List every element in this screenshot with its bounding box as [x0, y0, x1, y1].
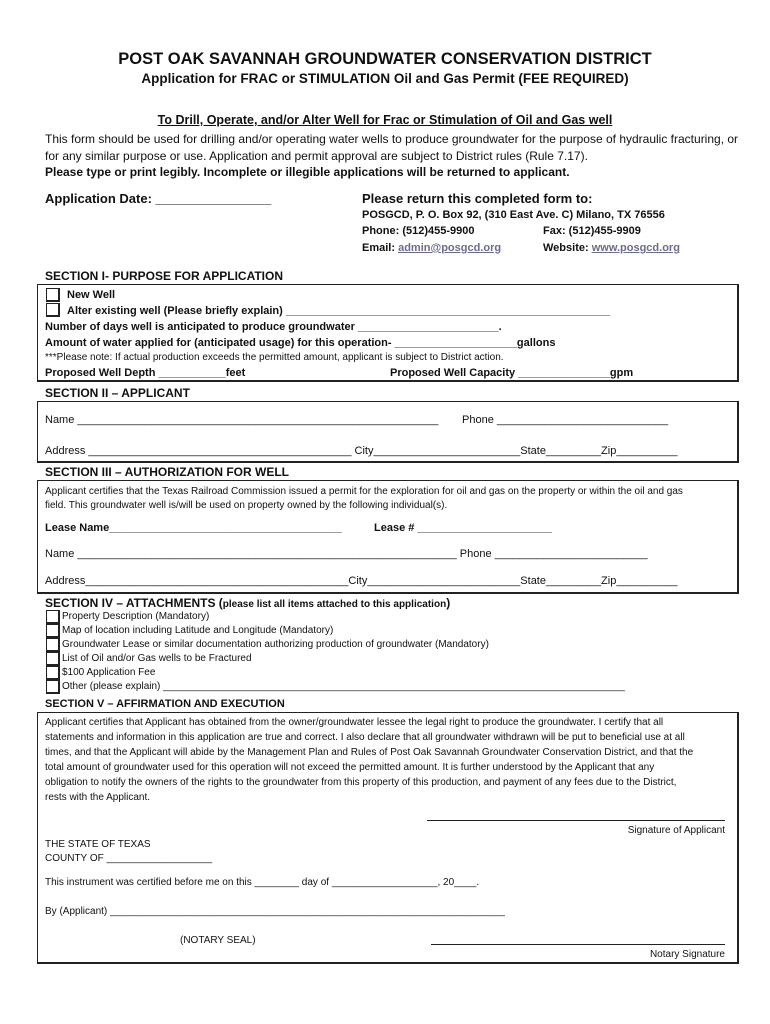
by-applicant-field[interactable]: By (Applicant) _______________________________________________________________________ [45, 906, 505, 917]
amount-field[interactable]: Amount of water applied for (anticipated usage) for this operation- ____________________gallons [45, 337, 556, 349]
attachment-label-6[interactable]: Other (please explain) ___________________________________________________________________________________ [62, 681, 625, 692]
return-website [543, 242, 680, 254]
alter-well-field[interactable]: Alter existing well (Please briefly explain) _____________________________________________________ [67, 305, 611, 317]
attachment-label-3: Groundwater Lease or similar documentation authorizing production of groundwater (Mandatory) [62, 639, 489, 650]
purpose-heading: To Drill, Operate, and/or Alter Well for Frac or Stimulation of Oil and Gas well [157, 113, 613, 127]
well-depth-field[interactable]: Proposed Well Depth ___________feet [45, 367, 246, 379]
production-note: ***Please note: If actual production exceeds the permitted amount, applicant is subject to District action. [45, 352, 504, 363]
section-3-title: SECTION III – AUTHORIZATION FOR WELL [45, 465, 289, 479]
days-field[interactable]: Number of days well is anticipated to produce groundwater _______________________. [45, 321, 502, 333]
email-link[interactable]: admin@posgcd.org [398, 242, 502, 254]
section-4-title-end: ) [446, 596, 451, 610]
certified-date-field[interactable]: This instrument was certified before me on this ________ day of ___________________, 20____. [45, 877, 480, 888]
affirmation-line-1: Applicant certifies that Applicant has obtained from the owner/groundwater lessee the legal right to produce the groundwater. I certify that all [45, 717, 664, 728]
county-field[interactable]: COUNTY OF ___________________ [45, 853, 213, 864]
email-label: Email: [362, 242, 399, 254]
applicant-signature-label: Signature of Applicant [627, 825, 725, 836]
notary-signature-line[interactable] [431, 944, 725, 945]
authorization-text-2: field. This groundwater well is/will be used on property owned by the following individual(s). [45, 500, 448, 511]
state-label: THE STATE OF TEXAS [45, 839, 151, 850]
attachment-label-4: List of Oil and/or Gas wells to be Fractured [62, 653, 252, 664]
application-date-field[interactable]: Application Date: ________________ [45, 191, 272, 206]
attachment-checkbox-1[interactable] [46, 610, 60, 624]
intro-line-2: for any similar purpose or use. Application and permit approval are subject to District rules (Rule 7.17). [45, 149, 588, 163]
applicant-phone-field[interactable]: Phone ____________________________ [462, 414, 669, 426]
lease-number-field[interactable]: Lease # ______________________ [374, 522, 553, 534]
return-fax: Fax: (512)455-9909 [543, 225, 641, 237]
section-2-title: SECTION II – APPLICANT [45, 386, 190, 400]
affirmation-line-6: rests with the Applicant. [45, 792, 151, 803]
lease-name-field[interactable]: Lease Name______________________________________ [45, 522, 342, 534]
section-4-title [45, 596, 450, 610]
attachment-checkbox-4[interactable] [46, 652, 60, 666]
intro-line-1: This form should be used for drilling and/or operating water wells to produce groundwater for the purpose of hydraulic fracturing, or [45, 132, 739, 146]
attachment-label-1: Property Description (Mandatory) [62, 611, 210, 622]
affirmation-line-5: obligation to notify the owners of the rights to the groundwater from this property of this production, and payment of any fees due to the District, [45, 777, 677, 788]
alter-well-checkbox[interactable] [46, 303, 60, 317]
applicant-address-field[interactable]: Address ___________________________________________ City________________________State_________Zip__________ [45, 445, 678, 457]
owner-address-field[interactable]: Address___________________________________________City_________________________State_________Zip__________ [45, 575, 678, 587]
attachment-checkbox-5[interactable] [46, 666, 60, 680]
intro-bold: Please type or print legibly. Incomplete or illegible applications will be returned to applicant. [45, 165, 570, 179]
section-4-title-text: SECTION IV – ATTACHMENTS ( [45, 596, 223, 610]
owner-name-field[interactable]: Name ______________________________________________________________ Phone _________________________ [45, 548, 648, 560]
section-5-title: SECTION V – AFFIRMATION AND EXECUTION [45, 698, 285, 710]
applicant-signature-line[interactable] [427, 820, 725, 821]
form-subtitle: Application for FRAC or STIMULATION Oil and Gas Permit (FEE REQUIRED) [141, 71, 629, 86]
well-capacity-field[interactable]: Proposed Well Capacity _______________gpm [390, 367, 634, 379]
section-1-title: SECTION I- PURPOSE FOR APPLICATION [45, 269, 284, 283]
notary-signature-label: Notary Signature [649, 949, 725, 960]
new-well-checkbox[interactable] [46, 288, 60, 302]
return-email [362, 242, 501, 254]
attachment-checkbox-6[interactable] [46, 680, 60, 694]
authorization-text-1: Applicant certifies that the Texas Railroad Commission issued a permit for the exploration for oil and gas on the property or within the oil and gas [45, 486, 683, 497]
form-title: POST OAK SAVANNAH GROUNDWATER CONSERVATION DISTRICT [118, 50, 652, 68]
attachment-label-5: $100 Application Fee [62, 667, 156, 678]
section-4-title-note: please list all items attached to this application [222, 599, 447, 610]
attachment-checkbox-3[interactable] [46, 638, 60, 652]
affirmation-line-4: total amount of groundwater used for this operation will not exceed the permitted amount. It is further understood by the Applicant that any [45, 762, 655, 773]
notary-seal-label: (NOTARY SEAL) [180, 935, 256, 946]
attachment-label-2: Map of location including Latitude and Longitude (Mandatory) [62, 625, 334, 636]
return-heading: Please return this completed form to: [362, 191, 593, 206]
applicant-name-field[interactable]: Name ___________________________________________________________ [45, 414, 439, 426]
return-phone: Phone: (512)455-9900 [362, 225, 475, 237]
website-link[interactable]: www.posgcd.org [591, 242, 680, 254]
attachment-checkbox-2[interactable] [46, 624, 60, 638]
affirmation-line-3: times, and that the Applicant will abide by the Management Plan and Rules of Post Oak Savannah Groundwater Conservation District, and that the [45, 747, 694, 758]
website-label: Website: [543, 242, 592, 254]
affirmation-line-2: statements and information in this application are true and correct. I also declare that all groundwater withdrawn will be put to beneficial use at all [45, 732, 685, 743]
new-well-label: New Well [67, 289, 116, 301]
return-address: POSGCD, P. O. Box 92, (310 East Ave. C) Milano, TX 76556 [362, 209, 665, 221]
